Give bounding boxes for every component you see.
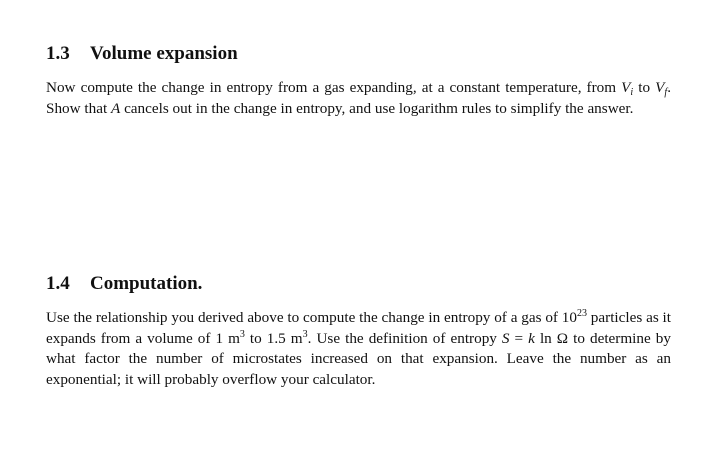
math-a: A bbox=[110, 99, 121, 117]
section-volume-expansion bbox=[46, 42, 671, 119]
math-v-final: $V_f$ bbox=[655, 79, 668, 98]
math-v-initial: $V_i$ bbox=[621, 79, 634, 98]
math-particle-count: $10^{23}$ bbox=[561, 308, 587, 326]
text-run: particles as it expands from a volume of bbox=[46, 309, 671, 347]
text-run: Use the relationship you derived above to compute the change in entropy of a gas of bbox=[46, 309, 562, 326]
math-entropy-definition: S = k ln Ω bbox=[501, 329, 569, 347]
section-heading bbox=[46, 272, 671, 296]
text-run: to bbox=[244, 329, 267, 347]
text-run: cancels out in the change in entropy, and use logarithm rules to simplify the answer. bbox=[120, 99, 634, 117]
text-run: to bbox=[633, 79, 656, 96]
text-run: to determine by what factor the number of microstates increased on that expansion. Leave the number as an exponential; it will probably overflow your calculator. bbox=[46, 329, 671, 388]
section-number: 1.4 bbox=[46, 273, 70, 294]
section-heading bbox=[46, 42, 671, 66]
section-paragraph bbox=[46, 78, 671, 119]
math-volume-initial: 1 $m^3$ bbox=[215, 328, 245, 347]
section-number: 1.3 bbox=[46, 43, 70, 64]
section-title: Computation. bbox=[90, 273, 203, 294]
text-run: . Show that bbox=[46, 79, 671, 117]
text-run: . Use the definition of entropy bbox=[307, 329, 502, 347]
math-volume-final: 1.5 $m^3$ bbox=[266, 328, 308, 347]
section-paragraph bbox=[46, 308, 671, 390]
text-run: Now compute the change in entropy from a gas expanding, at a constant temperature, from bbox=[46, 79, 622, 96]
section-computation bbox=[46, 272, 671, 390]
section-title: Volume expansion bbox=[90, 43, 238, 64]
